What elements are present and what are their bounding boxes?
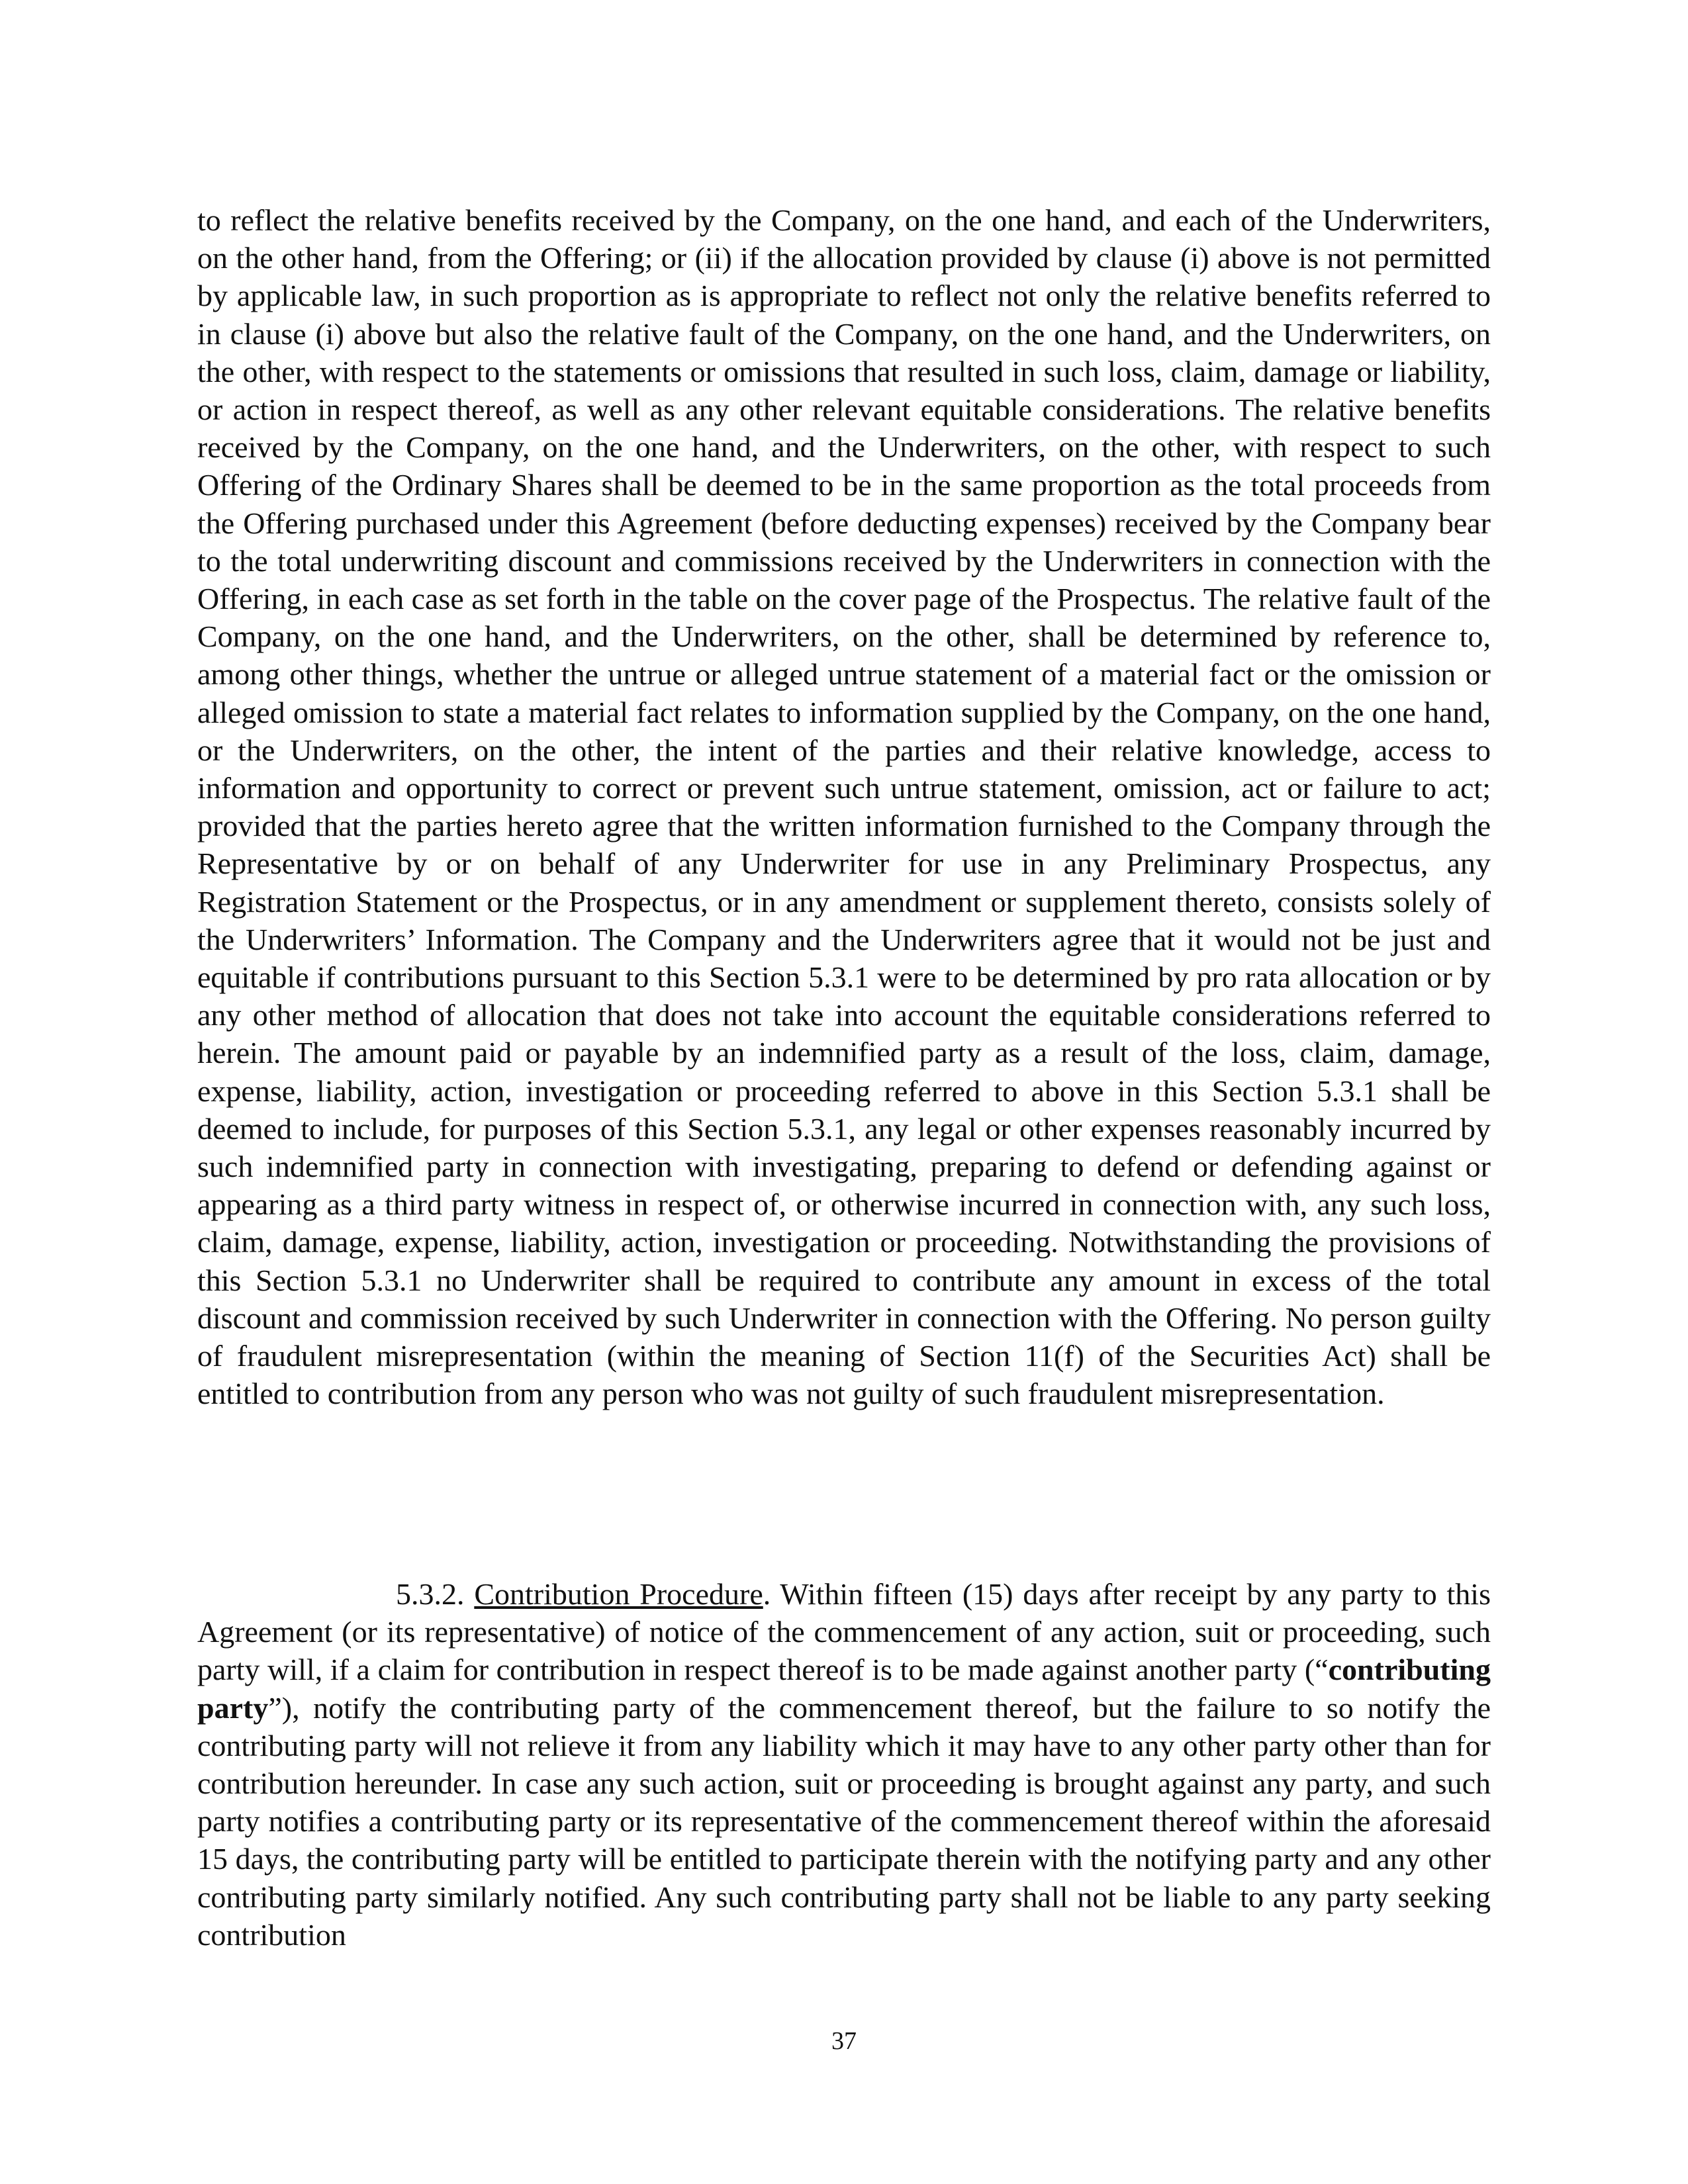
page-number: 37 [831,2027,857,2055]
section-body-part-2: ”), notify the contributing party of the commencement thereof, but the failure to so notify the contributing party will not relieve it from any liability which it may have to any other party other than for contribution hereunder. In case any such action, suit or proceeding is brought against any party, and such party notifies a contributing party or its representative of the commencement thereof within the aforesaid 15 days, the contributing party will be entitled to participate therein with the notifying party and any other contributing party similarly notified. Any such contributing party shall not be liable to any party seeking contribution [197,1690,1491,1952]
section-number: 5.3.2. [396,1577,465,1611]
section-heading: Contribution Procedure [474,1577,763,1611]
contribution-paragraph-continued: to reflect the relative benefits received by the Company, on the one hand, and each of the Underwriters, on the other hand, from the Offering; or (ii) if the allocation provided by clause (i) above is not permitted by applicable law, in such proportion as is appropriate to reflect not only the relative benefits referred to in clause (i) above but also the relative fault of the Company, on the one hand, and the Underwriters, on the other, with respect to the statements or omissions that resulted in such loss, claim, damage or liability, or action in respect thereof, as well as any other relevant equitable considerations. The relative benefits received by the Company, on the one hand, and the Underwriters, on the other, with respect to such Offering of the Ordinary Shares shall be deemed to be in the same proportion as the total proceeds from the Offering purchased under this Agreement (before deducting expenses) received by the Company bear to the total underwriting discount and commissions received by the Underwriters in connection with the Offering, in each case as set forth in the table on the cover page of the Prospectus. The relative fault of the Company, on the one hand, and the Underwriters, on the other, shall be determined by reference to, among other things, whether the untrue or alleged untrue statement of a material fact or the omission or alleged omission to state a material fact relates to information supplied by the Company, on the one hand, or the Underwriters, on the other, the intent of the parties and their relative knowledge, access to information and opportunity to correct or prevent such untrue statement, omission, act or failure to act; provided that the parties hereto agree that the written information furnished to the Company through the Representative by or on behalf of any Underwriter for use in any Preliminary Prospectus, any Registration Statement or the Prospectus, or in any amendment or supplement thereto, consists solely of the Underwriters’ Information. The Company and the Underwriters agree that it would not be just and equitable if contributions pursuant to this Section 5.3.1 were to be determined by pro rata allocation or by any other method of allocation that does not take into account the equitable considerations referred to herein. The amount paid or payable by an indemnified party as a result of the loss, claim, damage, expense, liability, action, investigation or proceeding referred to above in this Section 5.3.1 shall be deemed to include, for purposes of this Section 5.3.1, any legal or other expenses reasonably incurred by such indemnified party in connection with investigating, preparing to defend or defending against or appearing as a third party witness in respect of, or otherwise incurred in connection with, any such loss, claim, damage, expense, liability, action, investigation or proceeding. Notwithstanding the provisions of this Section 5.3.1 no Underwriter shall be required to contribute any amount in excess of the total discount and commission received by such Underwriter in connection with the Offering. No person guilty of fraudulent misrepresentation (within the meaning of Section 11(f) of the Securities Act) shall be entitled to contribution from any person who was not guilty of such fraudulent misrepresentation. [197,203,1491,1411]
defined-term: contributing party [197,1653,1491,1725]
section-5-3-2-paragraph [197,1575,1491,1954]
section-body-part-1: . Within fifteen (15) days after receipt by any party to this Agreement (or its representative) of notice of the commencement of any action, suit or proceeding, such party will, if a claim for contribution in respect thereof is to be made against another party (“ [197,1577,1491,1687]
